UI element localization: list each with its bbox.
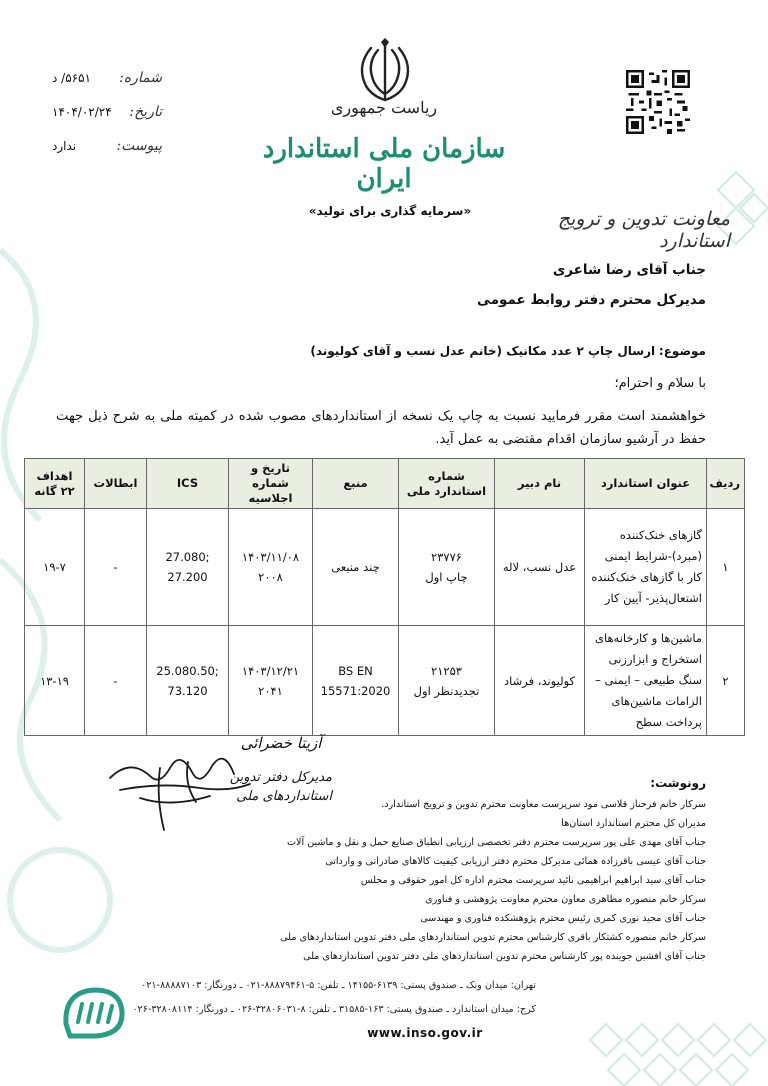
recipient-name: جناب آقای رضا شاعری	[552, 262, 706, 278]
cell-goals: ۱۹-۷	[25, 509, 85, 626]
cell-row-number: ۲	[707, 626, 745, 736]
cell-secretary: کولیوند، فرشاد	[495, 626, 585, 736]
letter-number	[52, 70, 162, 86]
greeting: با سلام و احترام؛	[614, 376, 706, 391]
number-value: ۵۶۵۱/ د	[52, 71, 91, 85]
header-national-number: شماره استاندارد ملی	[399, 459, 495, 509]
edition-value: چاپ اول	[425, 570, 468, 584]
header-secretary: نام دبیر	[495, 459, 585, 509]
cell-goals: ۱۳-۱۹	[25, 626, 85, 736]
list-item: جناب آقای افشین جوینده پور کارشناس محترم تدوین استانداردهای ملی دفتر تدوین استانداردهای ملی	[303, 951, 706, 962]
list-item: سرکار خانم منصوره کشتکار باقری کارشناس محترم تدوین استانداردهای ملی دفتر تدوین استانداردهای ملی	[280, 932, 706, 943]
list-item: سرکار خانم منصوره مظاهری معاون محترم معاونت پژوهشی و فناوری	[425, 894, 706, 905]
table-row	[25, 509, 745, 626]
header-title: عنوان استاندارد	[585, 459, 707, 509]
national-number-value: ۲۱۲۵۳	[431, 663, 462, 678]
cell-date-session	[229, 626, 313, 736]
header-ics: ICS	[147, 459, 229, 509]
list-item: سرکار خانم فرحناز قلاسی مود سرپرست معاونت محترم تدوین و ترویج استاندارد.	[381, 799, 706, 810]
organization-name: سازمان ملی استاندارد ایران	[262, 134, 506, 194]
source-value-1: BS EN	[338, 663, 373, 678]
edition-value: تجدیدنظر اول	[413, 683, 480, 698]
cell-ics	[147, 509, 229, 626]
cell-date-session	[229, 509, 313, 626]
header-row-number: ردیف	[707, 459, 745, 509]
ics-value-1: 25.080.50;	[156, 663, 219, 678]
copies-list	[236, 795, 706, 966]
website-link[interactable]: www.inso.gov.ir	[367, 1026, 483, 1040]
copies-title: رونوشت:	[650, 776, 706, 790]
cell-cancellations: -	[85, 626, 147, 736]
number-label: شماره:	[119, 70, 162, 86]
body-paragraph: خواهشمند است مقرر فرمایید نسبت به چاپ یک نسخه از استانداردهای مصوب شده در کمیته ملی به شرح ذیل جهت حفظ در آرشیو سازمان اقدام مقتضی به عمل آید.	[56, 409, 706, 447]
session-value: ۲۰۴۱	[258, 683, 283, 698]
attachment-label: پیوست:	[116, 138, 162, 154]
list-item: جناب آقای عیسی باقرزاده همائی مدیرکل محترم دفتر ارزیابی کیفیت کالاهای صادراتی و وارداتی	[325, 856, 706, 867]
signatory-title: مدیرکل دفتر تدوین استانداردهای ملی	[229, 770, 332, 804]
footer-tehran-address: تهران: میدان ونک ـ صندوق پستی: ۶۱۳۹-۱۴۱۵۵ ـ تلفن: ۵-۸۸۸۷۹۴۶۱-۰۲۱ ـ دورنگار: ۸۸۸۸۷۱۰۳-۰۲۱	[141, 980, 536, 991]
letter-date	[52, 104, 162, 120]
footer-karaj-address: کرج: میدان استاندارد ـ صندوق پستی: ۱۶۳-۳۱۵۸۵ ـ تلفن: ۸-۳۲۸۰۶۰۳۱-۰۲۶ ـ دورنگار: ۳۲۸۰۸۱۱۴-۰۲۶	[132, 1004, 536, 1015]
inso-logo-icon	[60, 984, 128, 1040]
table-header-row	[25, 459, 745, 509]
list-item: جناب آقای مجید نوری کمری رئیس محترم پژوهشکده فناوری و مهندسی	[420, 913, 706, 924]
ics-value-2: 27.200	[167, 570, 208, 584]
cell-national-number	[399, 509, 495, 626]
subject-text: ارسال چاپ ۲ عدد مکانیک (خانم عدل نسب و آقای کولیوند)	[310, 344, 656, 358]
subject-line	[86, 344, 706, 358]
cell-cancellations: -	[85, 509, 147, 626]
session-value: ۲۰۰۸	[258, 570, 283, 584]
header-cancellations: ابطالات	[85, 459, 147, 509]
standards-table	[24, 458, 745, 736]
subject-label: موضوع:	[658, 344, 706, 358]
cell-national-number	[399, 626, 495, 736]
cell-secretary: عدل نسب، لاله	[495, 509, 585, 626]
slogan: «سرمایه گذاری برای تولید»	[308, 204, 472, 218]
header-source: منبع	[313, 459, 399, 509]
list-item: جناب آقای سید ابراهیم ابراهیمی نائید سرپرست محترم اداره کل امور حقوقی و مجلس	[360, 875, 706, 886]
list-item: مدیران کل محترم استاندارد استان‌ها	[561, 818, 706, 829]
date-label: تاریخ:	[129, 104, 162, 120]
presidency-title: ریاست جمهوری	[330, 98, 438, 117]
date-value: ۱۴۰۴/۰۲/۲۴	[52, 105, 112, 119]
attachment-value: ندارد	[52, 139, 77, 153]
ics-value-1: 27.080;	[165, 550, 210, 564]
recipient-title: مدیرکل محترم دفتر روابط عمومی	[477, 292, 706, 308]
table-row	[25, 626, 745, 736]
header-goals: اهداف ۲۲ گانه	[25, 459, 85, 509]
department-title: معاونت تدوین و ترویج استاندارد	[557, 208, 730, 252]
header-date-session: تاریخ و شماره اجلاسیه	[229, 459, 313, 509]
cell-title: ماشین‌ها و کارخانه‌های استخراج و ابزارزنی سنگ طبیعی – ایمنی – الزامات ماشین‌های پرداخت سطح	[585, 626, 707, 736]
list-item: جناب آقای مهدی علی پور سرپرست محترم دفتر تخصصی ارزیابی انطباق صنایع حمل و نقل و ماشین آلات	[287, 837, 706, 848]
qr-code-icon[interactable]	[626, 70, 690, 134]
signatory-name: آزیتا خضرائی	[240, 734, 322, 752]
ics-value-2: 73.120	[167, 683, 208, 698]
cell-title: گازهای خنک‌کننده (مبرد)-شرایط ایمنی کار با گازهای خنک‌کننده اشتعال‌پذیر- آیین کار	[585, 509, 707, 626]
national-number-value: ۲۳۷۷۶	[431, 550, 462, 564]
cell-source	[313, 626, 399, 736]
cell-source: چند منبعی	[313, 509, 399, 626]
letter-attachment	[52, 138, 162, 154]
source-value-2: 15571:2020	[320, 683, 391, 698]
date-value: ۱۴۰۳/۱۲/۲۱	[241, 663, 300, 678]
date-value: ۱۴۰۳/۱۱/۰۸	[241, 550, 300, 564]
cell-row-number: ۱	[707, 509, 745, 626]
cell-ics	[147, 626, 229, 736]
